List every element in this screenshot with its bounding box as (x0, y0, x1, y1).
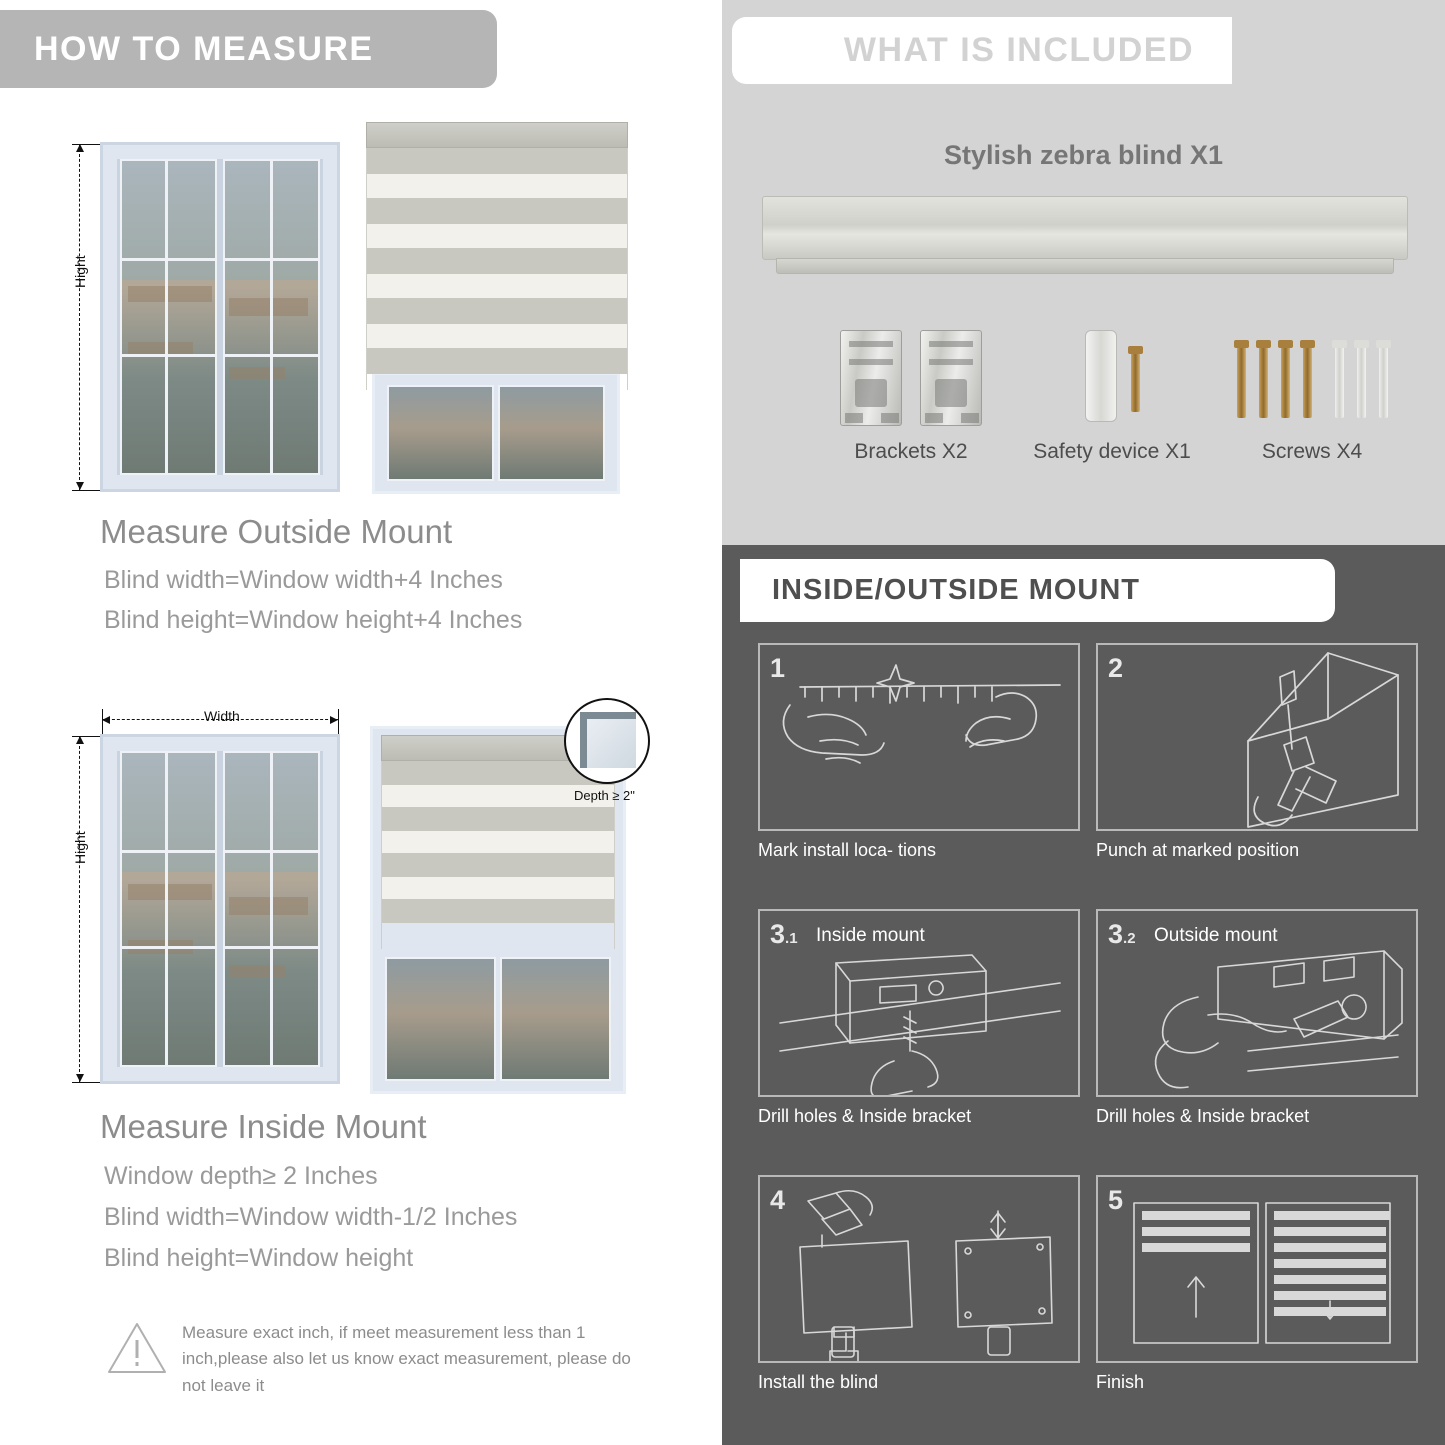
part-screws (1192, 330, 1432, 464)
step-caption: Punch at marked position (1096, 840, 1300, 860)
mount-title: INSIDE/OUTSIDE MOUNT (772, 574, 1141, 606)
step-illustration (758, 1175, 1080, 1363)
step-caption: Finish (1096, 1372, 1145, 1392)
step-caption: Drill holes & Inside bracket (758, 1106, 972, 1126)
window-illustration (100, 142, 340, 492)
part-label: Brackets X2 (854, 440, 968, 463)
warning-icon (106, 1320, 168, 1376)
outside-mount-figure (0, 100, 712, 510)
screw-head (1234, 340, 1249, 348)
window-pane-left (387, 385, 494, 481)
included-parts (722, 330, 1445, 510)
window-inner (383, 957, 613, 1081)
screw-icon (1281, 346, 1290, 418)
how-to-measure-panel (0, 0, 712, 1445)
window-pane-right (500, 957, 611, 1081)
step-number: 3.1 (770, 919, 798, 949)
step-inline-label: Outside mount (1154, 925, 1278, 946)
blind-headrail (762, 196, 1408, 260)
depth-detail-circle (564, 698, 650, 784)
step-caption: Install the blind (758, 1372, 879, 1392)
window-inner (117, 751, 323, 1067)
warning-note (106, 1320, 636, 1399)
window-pane-left (120, 751, 217, 1067)
pane-grid (225, 753, 318, 1065)
depth-corner (580, 712, 636, 768)
inside-mount-figure (0, 698, 712, 1098)
outside-mount-line-2: Blind height=Window height+4 Inches (104, 606, 523, 634)
step-number: 3.2 (1108, 919, 1136, 949)
step-number: 2 (1108, 653, 1124, 683)
pane-grid (225, 161, 318, 473)
mount-step-3-1 (758, 909, 1080, 1127)
measure-tape-illustration (760, 645, 1080, 831)
mount-step-4 (758, 1175, 1080, 1393)
plug-head (1332, 340, 1347, 348)
wall-plug-icon (1379, 346, 1388, 418)
mount-header (740, 559, 1335, 622)
window-illustration (100, 734, 340, 1084)
inside-mount-line-1: Window depth≥ 2 Inches (104, 1162, 378, 1190)
what-is-included-title: WHAT IS INCLUDED (843, 31, 1194, 69)
step-illustration (758, 643, 1080, 831)
step-number: 1 (770, 653, 786, 683)
step-illustration (758, 909, 1080, 1097)
screw-head (1278, 340, 1293, 348)
inside-mount-line-3: Blind height=Window height (104, 1244, 414, 1272)
outside-blind-window (372, 372, 620, 494)
finished-blinds-illustration (1098, 1177, 1418, 1363)
blind-bottom-rail (776, 258, 1394, 274)
outside-mount-line-1: Blind width=Window width+4 Inches (104, 566, 503, 594)
screw-head (1256, 340, 1271, 348)
step-illustration (1096, 1175, 1418, 1363)
mount-step-3-2 (1096, 909, 1418, 1127)
window-inner (117, 159, 323, 475)
window-inner (385, 385, 607, 481)
screw-icon (1237, 346, 1246, 418)
screw-icon (1259, 346, 1268, 418)
blind-fabric (366, 148, 628, 390)
window-pane-left (120, 159, 217, 475)
window-pane-right (223, 159, 320, 475)
blind-headrail (366, 122, 628, 148)
step-caption: Drill holes & Inside bracket (1096, 1106, 1310, 1126)
inside-height-arrow (79, 736, 80, 1082)
included-main-item-label: Stylish zebra blind X1 (943, 140, 1224, 170)
window-pane-left (385, 957, 496, 1081)
outside-blind (366, 122, 628, 390)
mount-step-2 (1096, 643, 1418, 861)
how-to-measure-title: HOW TO MEASURE (34, 29, 374, 68)
screw-head (1128, 346, 1143, 354)
window-pane-right (223, 751, 320, 1067)
pane-grid (122, 753, 215, 1065)
zebra-blind-product (762, 196, 1408, 292)
inside-width-label: Width (200, 708, 244, 724)
inside-width-arrow (102, 719, 338, 720)
wall-plug-icon (1335, 346, 1344, 418)
screw-head (1300, 340, 1315, 348)
wall-plug-icon (1357, 346, 1366, 418)
mount-step-5 (1096, 1175, 1418, 1393)
part-label: Screws X4 (1261, 440, 1363, 463)
bracket-icon (840, 330, 902, 426)
mount-step-1 (758, 643, 1080, 861)
screw-icon (1303, 346, 1312, 418)
plug-head (1354, 340, 1369, 348)
how-to-measure-header (0, 10, 497, 88)
what-is-included-panel (722, 0, 1445, 545)
step-number: 4 (770, 1185, 786, 1215)
inside-height-label: Hight (72, 827, 88, 868)
drill-illustration (1098, 645, 1418, 831)
outside-height-arrow (79, 144, 80, 490)
pane-grid (122, 161, 215, 473)
what-is-included-header (732, 17, 1232, 84)
install-blind-illustration (760, 1177, 1080, 1363)
warning-text: Measure exact inch, if meet measurement less than 1 inch,please also let us know exact measurement, please do not leave it (182, 1323, 631, 1395)
step-number: 5 (1108, 1185, 1124, 1215)
plug-head (1376, 340, 1391, 348)
outside-mount-title: Measure Outside Mount (100, 513, 453, 550)
depth-label: Depth ≥ 2" (574, 788, 635, 803)
inside-mount-title: Measure Inside Mount (100, 1108, 427, 1145)
outside-height-label: Hight (72, 251, 88, 292)
step-illustration (1096, 643, 1418, 831)
step-caption: Mark install loca- tions (758, 840, 937, 860)
screw-icon (1131, 352, 1140, 412)
inside-outside-mount-panel (722, 545, 1445, 1445)
step-inline-label: Inside mount (816, 925, 925, 946)
safety-device-icon (1085, 330, 1117, 422)
window-pane-right (498, 385, 605, 481)
part-label: Safety device X1 (1033, 440, 1191, 463)
inside-mount-line-2: Blind width=Window width-1/2 Inches (104, 1203, 518, 1231)
step-illustration (1096, 909, 1418, 1097)
inside-blind-window (370, 726, 626, 1094)
